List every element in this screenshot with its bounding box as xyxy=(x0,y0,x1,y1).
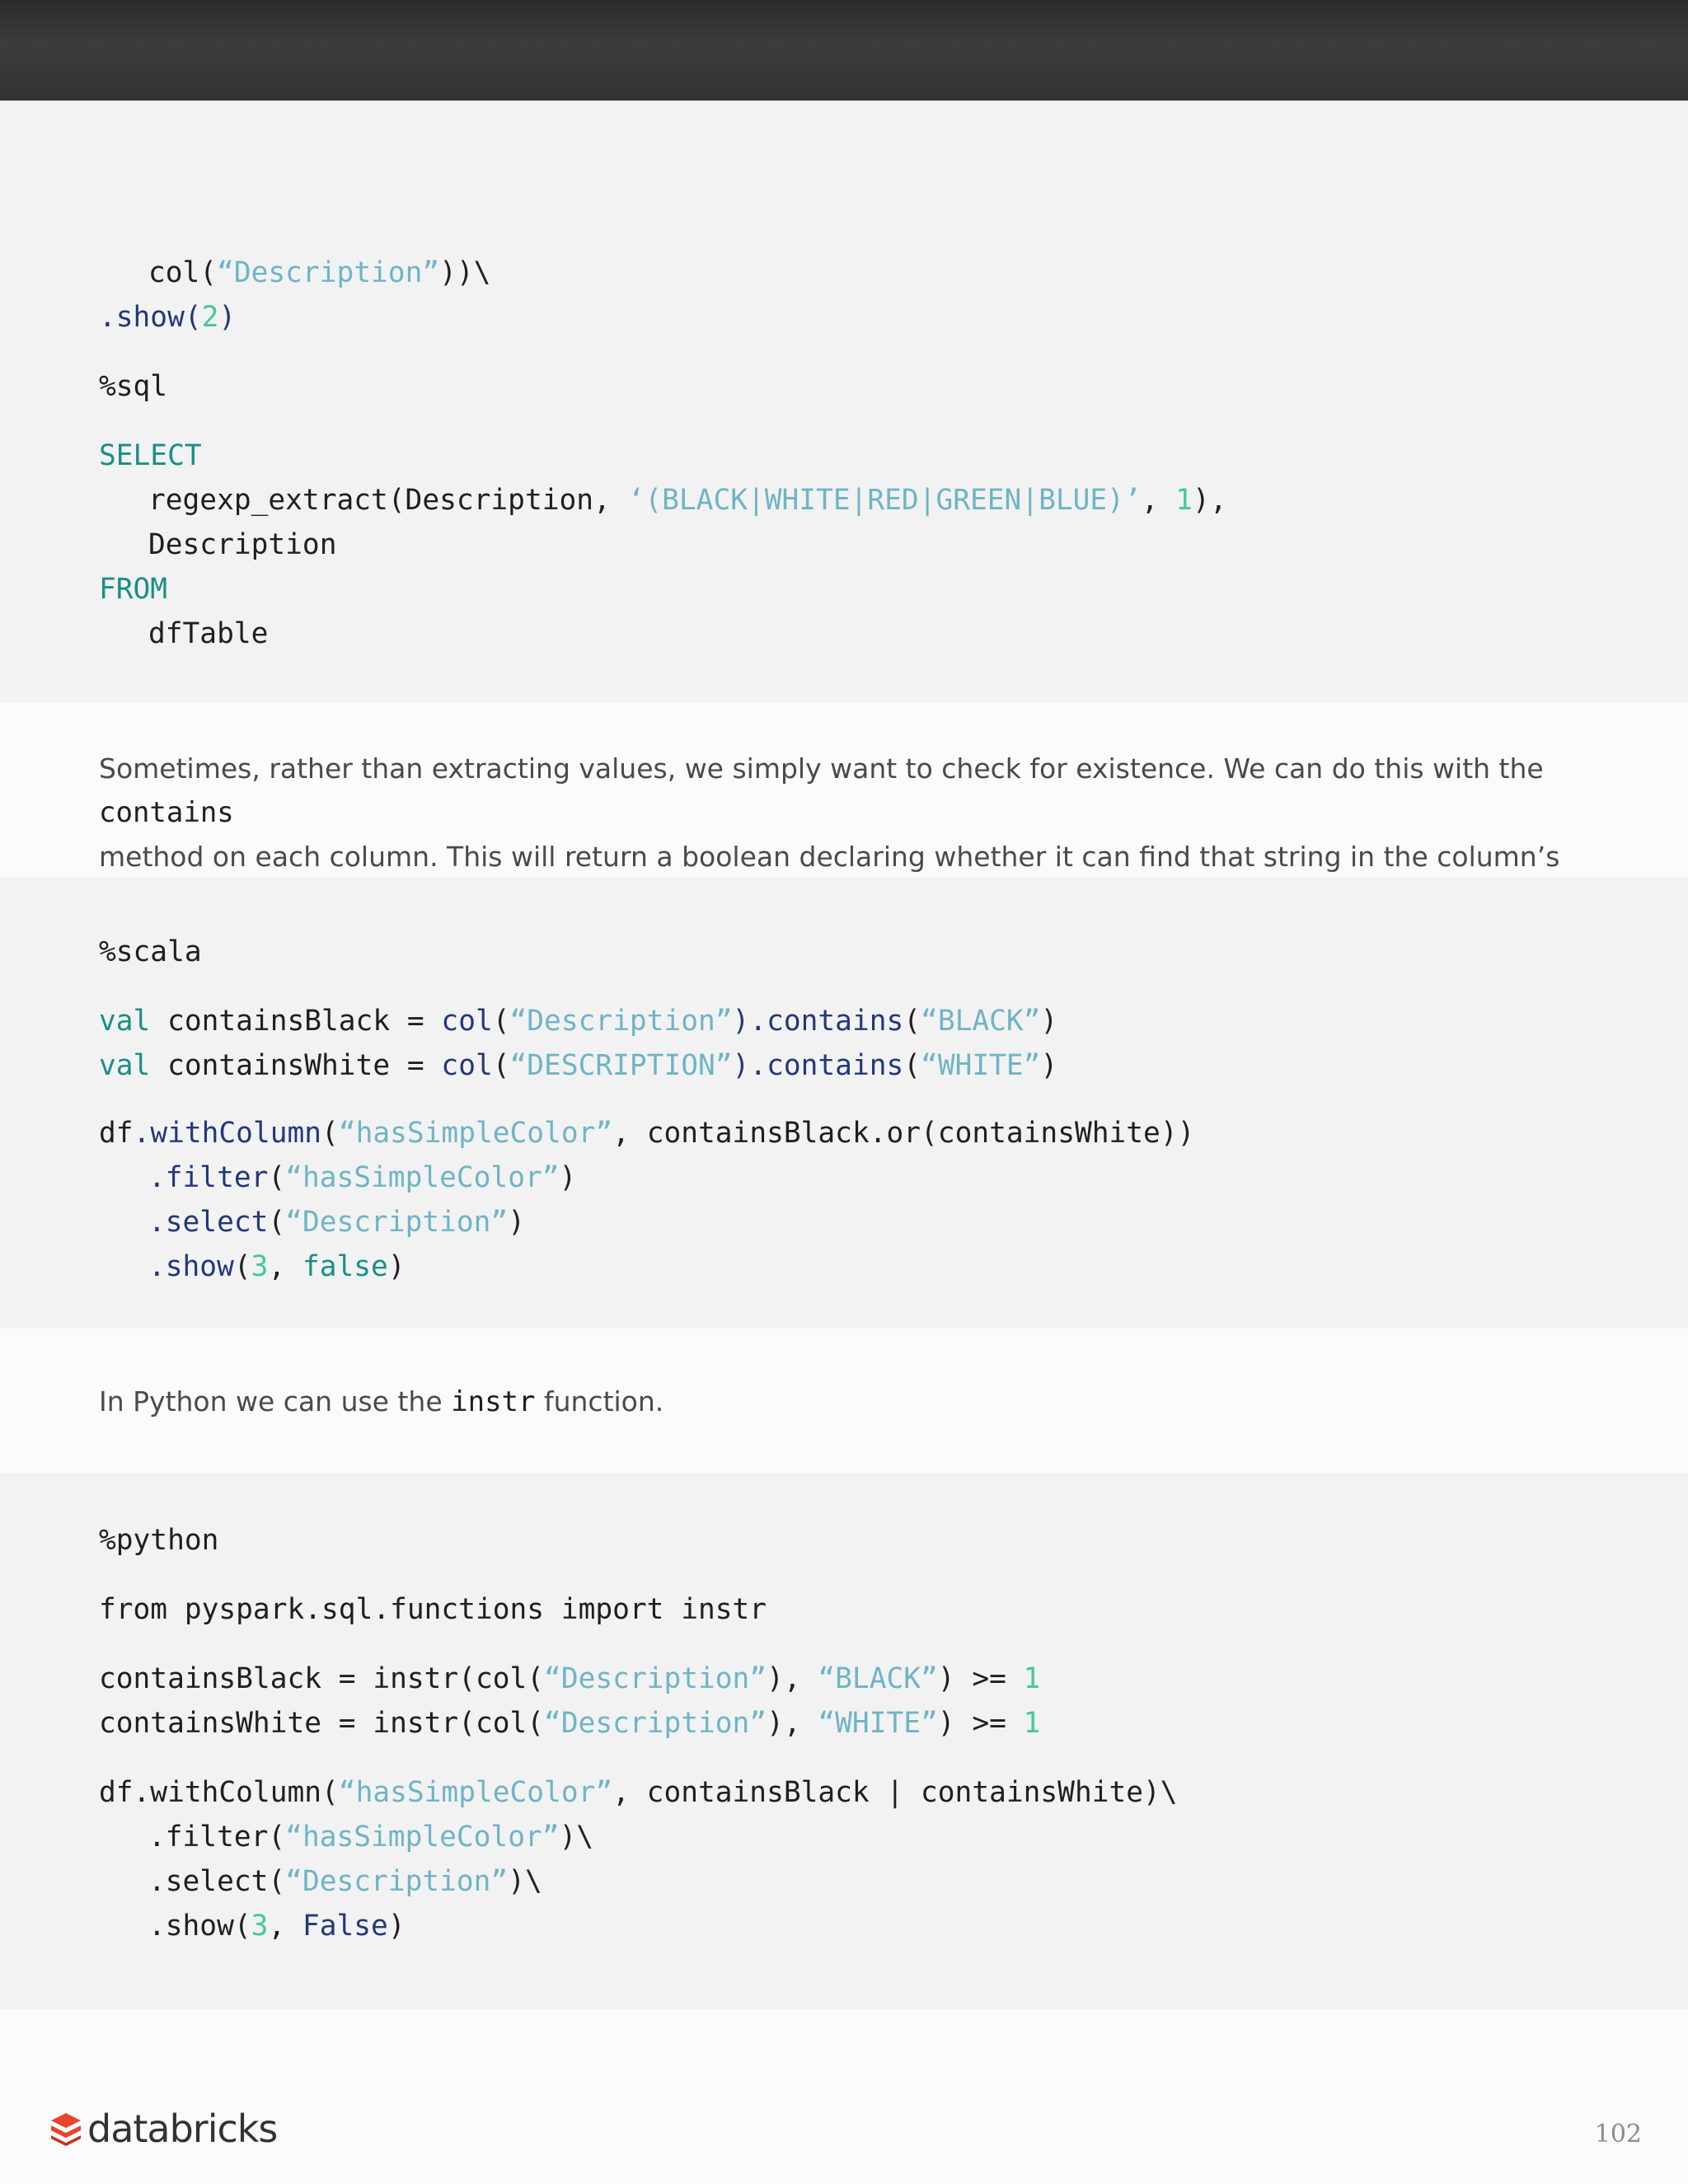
paragraph-instr: In Python we can use the instr function. xyxy=(99,1385,664,1418)
code-line: %python xyxy=(99,1524,219,1557)
code-line: .select(“Description”) xyxy=(148,1206,525,1239)
code-line: %sql xyxy=(99,370,168,403)
code-block-sql xyxy=(0,101,1688,702)
code-line: Description xyxy=(148,528,337,561)
code-line: %scala xyxy=(99,935,202,968)
code-line: SELECT xyxy=(99,439,202,472)
code-line: col(“Description”))\ xyxy=(148,256,491,289)
code-line: containsBlack = instr(col(“Description”), “BLACK”) >= 1 xyxy=(99,1662,1041,1695)
paragraph-contains: Sometimes, rather than extracting values, we simply want to check for existence. We can do this with the contains method on each column. This will return a boolean declaring whether it can find that string in the column’s xyxy=(99,752,1560,873)
code-line: df.withColumn(“hasSimpleColor”, containsBlack | containsWhite)\ xyxy=(99,1776,1178,1809)
code-line: from pyspark.sql.functions import instr xyxy=(99,1593,767,1626)
code-line: containsWhite = instr(col(“Description”), “WHITE”) >= 1 xyxy=(99,1707,1041,1740)
code-block-python xyxy=(0,1474,1688,2009)
code-line: val containsWhite = col(“DESCRIPTION”).contains(“WHITE”) xyxy=(99,1049,1058,1082)
page-number: 102 xyxy=(1594,2120,1642,2149)
code-line: regexp_extract(Description, ‘(BLACK|WHITE|RED|GREEN|BLUE)’, 1), xyxy=(148,484,1227,517)
code-line: val containsBlack = col(“Description”).contains(“BLACK”) xyxy=(99,1005,1058,1038)
code-line: .show(3, False) xyxy=(148,1910,406,1943)
code-line: FROM xyxy=(99,573,168,606)
header-bar xyxy=(0,0,1688,101)
code-line: .filter(“hasSimpleColor”) xyxy=(148,1161,577,1194)
code-line: dfTable xyxy=(148,617,269,650)
inline-code: contains xyxy=(99,796,234,829)
code-block-scala xyxy=(0,877,1688,1329)
code-line: .show(2) xyxy=(99,301,237,334)
code-line: .select(“Description”)\ xyxy=(148,1865,542,1898)
logo-text: databricks xyxy=(87,2107,278,2151)
databricks-logo xyxy=(49,2107,277,2151)
code-line: .filter(“hasSimpleColor”)\ xyxy=(148,1821,594,1854)
databricks-logo-icon xyxy=(49,2111,82,2146)
inline-code: instr xyxy=(451,1385,536,1418)
code-line: .show(3, false) xyxy=(148,1250,406,1283)
code-line: df.withColumn(“hasSimpleColor”, containsBlack.or(containsWhite)) xyxy=(99,1117,1195,1150)
